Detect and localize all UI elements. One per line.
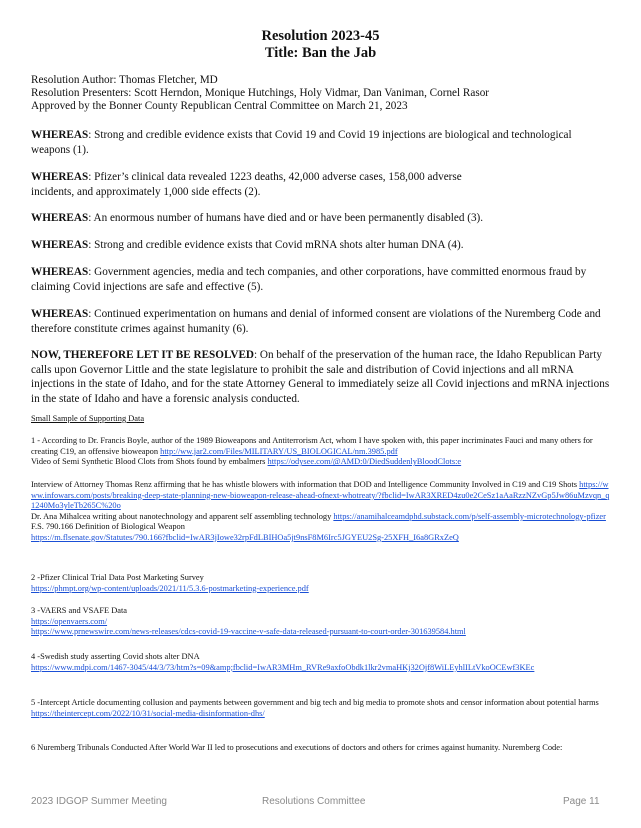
whereas-keyword: WHEREAS [31, 171, 89, 183]
whereas-keyword: WHEREAS [31, 308, 89, 320]
resolved-clause [31, 348, 611, 406]
reference-link[interactable]: https://m.flsenate.gov/Statutes/790.166?fbclid=IwAR3jIowe32rpFdLBIHOa5jt9nsF8M6Irc5JGYEU2Sg-25XFH_I6a8GRxZeQ [31, 532, 459, 542]
reference-6 [31, 743, 611, 754]
whereas-text: : An enormous number of humans have died and or have been permanently disabled (3). [88, 212, 484, 224]
footer-page-number: Page 11 [563, 796, 600, 807]
whereas-text: : Continued experimentation on humans and denial of informed consent are violations of the Nuremberg Code and therefore constitute crimes against humanity (6). [31, 308, 601, 335]
reference-4 [31, 652, 611, 673]
reference-link[interactable]: https://www.prnewswire.com/news-releases/cdcs-covid-19-vaccine-v-safe-data-released-pursuant-to-court-order-301639584.html [31, 627, 466, 637]
reference-text: Dr. Ana Mihalcea writing about nanotechnology and apparent self assembling technology [31, 511, 334, 521]
whereas-text: : Government agencies, media and tech companies, and other corporations, have committed enormous fraud by claiming Covid injections are safe and effective (5). [31, 266, 587, 293]
whereas-text: : Strong and credible evidence exists that Covid mRNA shots alter human DNA (4). [88, 239, 464, 251]
resolution-number: Resolution 2023-45 [261, 28, 380, 44]
whereas-clause-5 [31, 265, 611, 294]
footer-event: 2023 IDGOP Summer Meeting [31, 796, 167, 807]
whereas-text: : Pfizer’s clinical data revealed 1223 deaths, 42,000 adverse cases, 158,000 adverse incidents, and approximately 1,000 side effects (2). [31, 171, 462, 198]
reference-text: Video of Semi Synthetic Blood Clots from Shots found by embalmers [31, 457, 268, 467]
footer-committee: Resolutions Committee [262, 796, 366, 807]
reference-link[interactable]: https://www.mdpi.com/1467-3045/44/3/73/htm?s=09&amp;fbclid=IwAR3MHm_RVRe9axfoObdk1lkr2vmaHKj32Ojf8WiLEyhlILtVkoOCEwf3KEc [31, 662, 535, 672]
reference-link[interactable]: https://www.infowars.com/posts/breaking-deep-state-planning-new-bioweapon-release-ahead-ofnext-whotreaty/?fbclid=IwAR3XRED4zu0e2CeSz1aAaRzzNZvGp5Jw86uMzvqn_q1240Mo3yleTb265C%20o [31, 480, 610, 511]
whereas-clause-1 [31, 128, 611, 157]
reference-text: 4 -Swedish study asserting Covid shots alter DNA [31, 652, 200, 661]
reference-text: F.S. 790.166 Definition of Biological Weapon [31, 522, 185, 532]
whereas-clause-2 [31, 170, 491, 199]
whereas-keyword: WHEREAS [31, 129, 89, 141]
whereas-keyword: WHEREAS [31, 239, 89, 251]
reference-text: Interview of Attorney Thomas Renz affirming that he has whistle blowers with information that DOD and Intelligence Community Involved in C19 and C19 Shots [31, 480, 580, 489]
reference-link[interactable]: https://odysee.com/@AMD:0/DiedSuddenlyBloodClots:e [267, 457, 462, 467]
whereas-keyword: WHEREAS [31, 266, 89, 278]
reference-5 [31, 698, 611, 719]
whereas-text: : Strong and credible evidence exists that Covid 19 and Covid 19 injections are biological and technological weapons (1). [31, 129, 572, 156]
reference-1 [31, 436, 611, 468]
reference-3 [31, 606, 611, 638]
reference-link[interactable]: https://anamihalceamdphd.substack.com/p/self-assembly-microtechnology-pfizer [333, 511, 606, 521]
reference-link[interactable]: https://phmpt.org/wp-content/uploads/2021/11/5.3.6-postmarketing-experience.pdf [31, 583, 309, 593]
reference-text: 1 - According to Dr. Francis Boyle, author of the 1989 Bioweapons and Antiterrorism Act, whom I have spoken with, this paper incriminates Fauci and many others for creating C19, an offensive bioweapon [31, 436, 593, 456]
reference-link[interactable]: https://openvaers.com/ [31, 616, 108, 626]
reference-link[interactable]: http://ww.jar2.com/Files/MILITARY/US_BIOLOGICAL/nm.3985.pdf [160, 446, 398, 456]
supporting-data-heading: Small Sample of Supporting Data [31, 414, 145, 423]
resolution-presenters: Resolution Presenters: Scott Herndon, Monique Hutchings, Holy Vidmar, Dan Vaniman, Cornel Rasor [31, 87, 490, 99]
resolution-approval: Approved by the Bonner County Republican Central Committee on March 21, 2023 [31, 100, 408, 112]
reference-link[interactable]: https://theintercept.com/2022/10/31/social-media-disinformation-dhs/ [31, 708, 265, 718]
whereas-keyword: WHEREAS [31, 212, 89, 224]
whereas-clause-3 [31, 211, 611, 226]
reference-text: 3 -VAERS and VSAFE Data [31, 606, 128, 615]
reference-interview [31, 480, 611, 544]
resolved-keyword: NOW, THEREFORE LET IT BE RESOLVED [31, 349, 255, 361]
whereas-clause-6 [31, 307, 611, 336]
whereas-clause-4 [31, 238, 611, 253]
reference-text: 2 -Pfizer Clinical Trial Data Post Marketing Survey [31, 573, 204, 582]
reference-2 [31, 573, 611, 594]
reference-text: 5 -Intercept Article documenting collusion and payments between government and big tech and big media to promote shots and censor information about potential harms [31, 698, 599, 707]
resolution-author: Resolution Author: Thomas Fletcher, MD [31, 74, 218, 86]
reference-text: 6 Nuremberg Tribunals Conducted After World War II led to prosecutions and executions of doctors and others for crimes against humanity. Nuremberg Code: [31, 743, 563, 752]
resolved-text: : On behalf of the preservation of the human race, the Idaho Republican Party calls upon Governor Little and the state legislature to prohibit the sale and distribution of Covid injections and all mRNA injections in the state of Idaho, and for the state Attorney General to immediately seize all Covid injections and mRNA injections in the state of Idaho and have a forensic analysis conducted. [31, 349, 610, 405]
resolution-title: Title: Ban the Jab [264, 45, 377, 61]
